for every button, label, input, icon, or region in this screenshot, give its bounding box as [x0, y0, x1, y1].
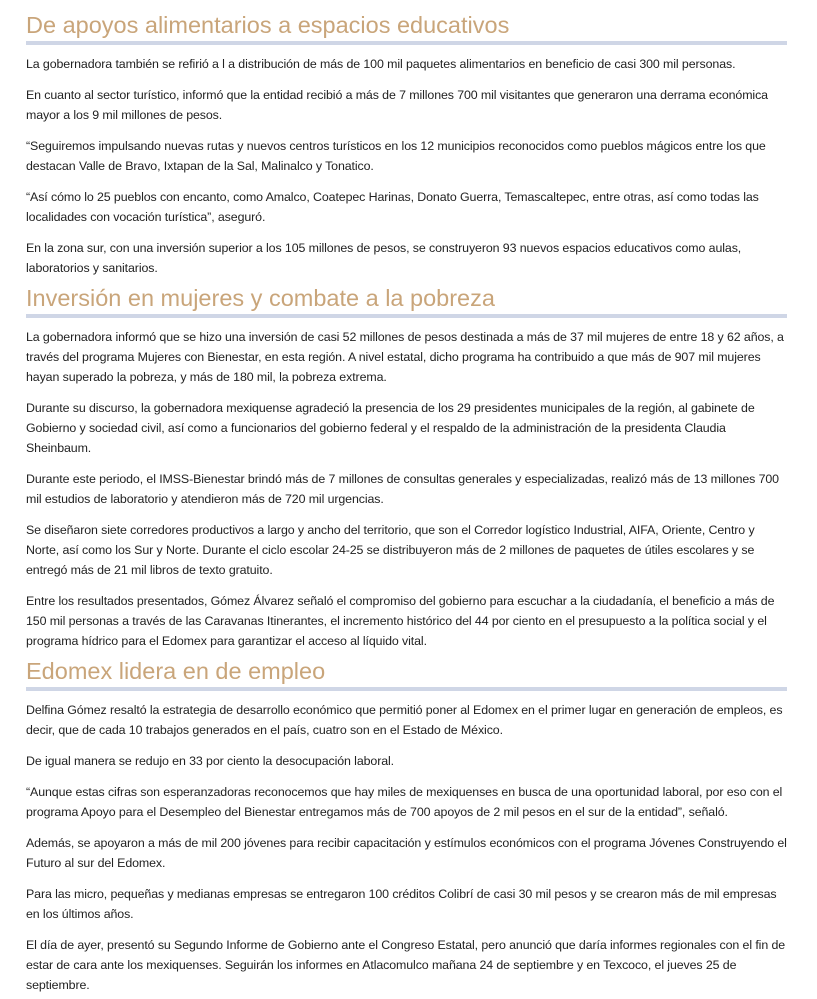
section-inversion-mujeres [26, 284, 787, 651]
paragraph: “Así cómo lo 25 pueblos con encanto, como Amalco, Coatepec Harinas, Donato Guerra, Temascaltepec, entre otras, así como todas las localidades con vocación turística”, aseguró. [26, 190, 759, 224]
paragraph: Además, se apoyaron a más de mil 200 jóvenes para recibir capacitación y estímulos económicos con el programa Jóvenes Construyendo el Futuro al sur del Edomex. [26, 836, 787, 870]
paragraph: En la zona sur, con una inversión superior a los 105 millones de pesos, se construyeron 93 nuevos espacios educativos como aulas, laboratorios y sanitarios. [26, 241, 742, 275]
section-heading: De apoyos alimentarios a espacios educativos [26, 11, 787, 45]
paragraph: “Seguiremos impulsando nuevas rutas y nuevos centros turísticos en los 12 municipios reconocidos como pueblos mágicos entre los que destacan Valle de Bravo, Ixtapan de la Sal, Malinalco y Tonatico. [26, 139, 766, 173]
paragraph: El día de ayer, presentó su Segundo Informe de Gobierno ante el Congreso Estatal, pero anunció que daría informes regionales con el fin de estar de cara ante los mexiquenses. Seguirán los informes en Atlacomulco mañana 24 de septiembre y en Texcoco, el jueves 25 de septiembre. [26, 938, 786, 992]
paragraph: “Aunque estas cifras son esperanzadoras reconocemos que hay miles de mexiquenses en busca de una oportunidad laboral, por eso con el programa Apoyo para el Desempleo del Bienestar entregamos más de 700 apoyos de 2 mil pesos en el sur de la entidad”, señaló. [26, 785, 783, 819]
section-heading: Edomex lidera en de empleo [26, 657, 787, 691]
section-apoyos-alimentarios [26, 11, 787, 278]
paragraph: De igual manera se redujo en 33 por ciento la desocupación laboral. [26, 754, 395, 768]
paragraph: Durante este periodo, el IMSS-Bienestar brindó más de 7 millones de consultas generales y especializadas, realizó más de 13 millones 700 mil estudios de laboratorio y atendieron más de 720 mil urgencias. [26, 472, 779, 506]
paragraph: La gobernadora también se refirió a l a distribución de más de 100 mil paquetes alimentarios en beneficio de casi 300 mil personas. [26, 57, 736, 71]
paragraph: Entre los resultados presentados, Gómez Álvarez señaló el compromiso del gobierno para escuchar a la ciudadanía, el beneficio a más de 150 mil personas a través de las Caravanas Itinerantes, el incremento histórico del 44 por ciento en el presupuesto a la política social y el programa hídrico para el Edomex para garantizar el acceso al líquido vital. [26, 594, 775, 648]
paragraph: Para las micro, pequeñas y medianas empresas se entregaron 100 créditos Colibrí de casi 30 mil pesos y se crearon más de mil empresas en los últimos años. [26, 887, 777, 921]
paragraph: La gobernadora informó que se hizo una inversión de casi 52 millones de pesos destinada a más de 37 mil mujeres de entre 18 y 62 años, a través del programa Mujeres con Bienestar, en esta región. A nivel estatal, dicho programa ha contribuido a que más de 907 mil mujeres hayan superado la pobreza, y más de 180 mil, la pobreza extrema. [26, 330, 784, 384]
paragraph: En cuanto al sector turístico, informó que la entidad recibió a más de 7 millones 700 mil visitantes que generaron una derrama económica mayor a los 9 mil millones de pesos. [26, 88, 768, 122]
paragraph: Delfina Gómez resaltó la estrategia de desarrollo económico que permitió poner al Edomex en el primer lugar en generación de empleos, es decir, que de cada 10 trabajos generados en el país, cuatro son en el Estado de México. [26, 703, 783, 737]
section-heading: Inversión en mujeres y combate a la pobreza [26, 284, 787, 318]
paragraph: Se diseñaron siete corredores productivos a largo y ancho del territorio, que son el Corredor logístico Industrial, AIFA, Oriente, Centro y Norte, así como los Sur y Norte. Durante el ciclo escolar 24-25 se distribuyeron más de 2 millones de paquetes de útiles escolares y se entregó más de 21 mil libros de texto gratuito. [26, 523, 755, 577]
paragraph: Durante su discurso, la gobernadora mexiquense agradeció la presencia de los 29 presidentes municipales de la región, al gabinete de Gobierno y sociedad civil, así como a funcionarios del gobierno federal y el respaldo de la administración de la presidenta Claudia Sheinbaum. [26, 401, 755, 455]
section-edomex-empleo [26, 657, 787, 995]
